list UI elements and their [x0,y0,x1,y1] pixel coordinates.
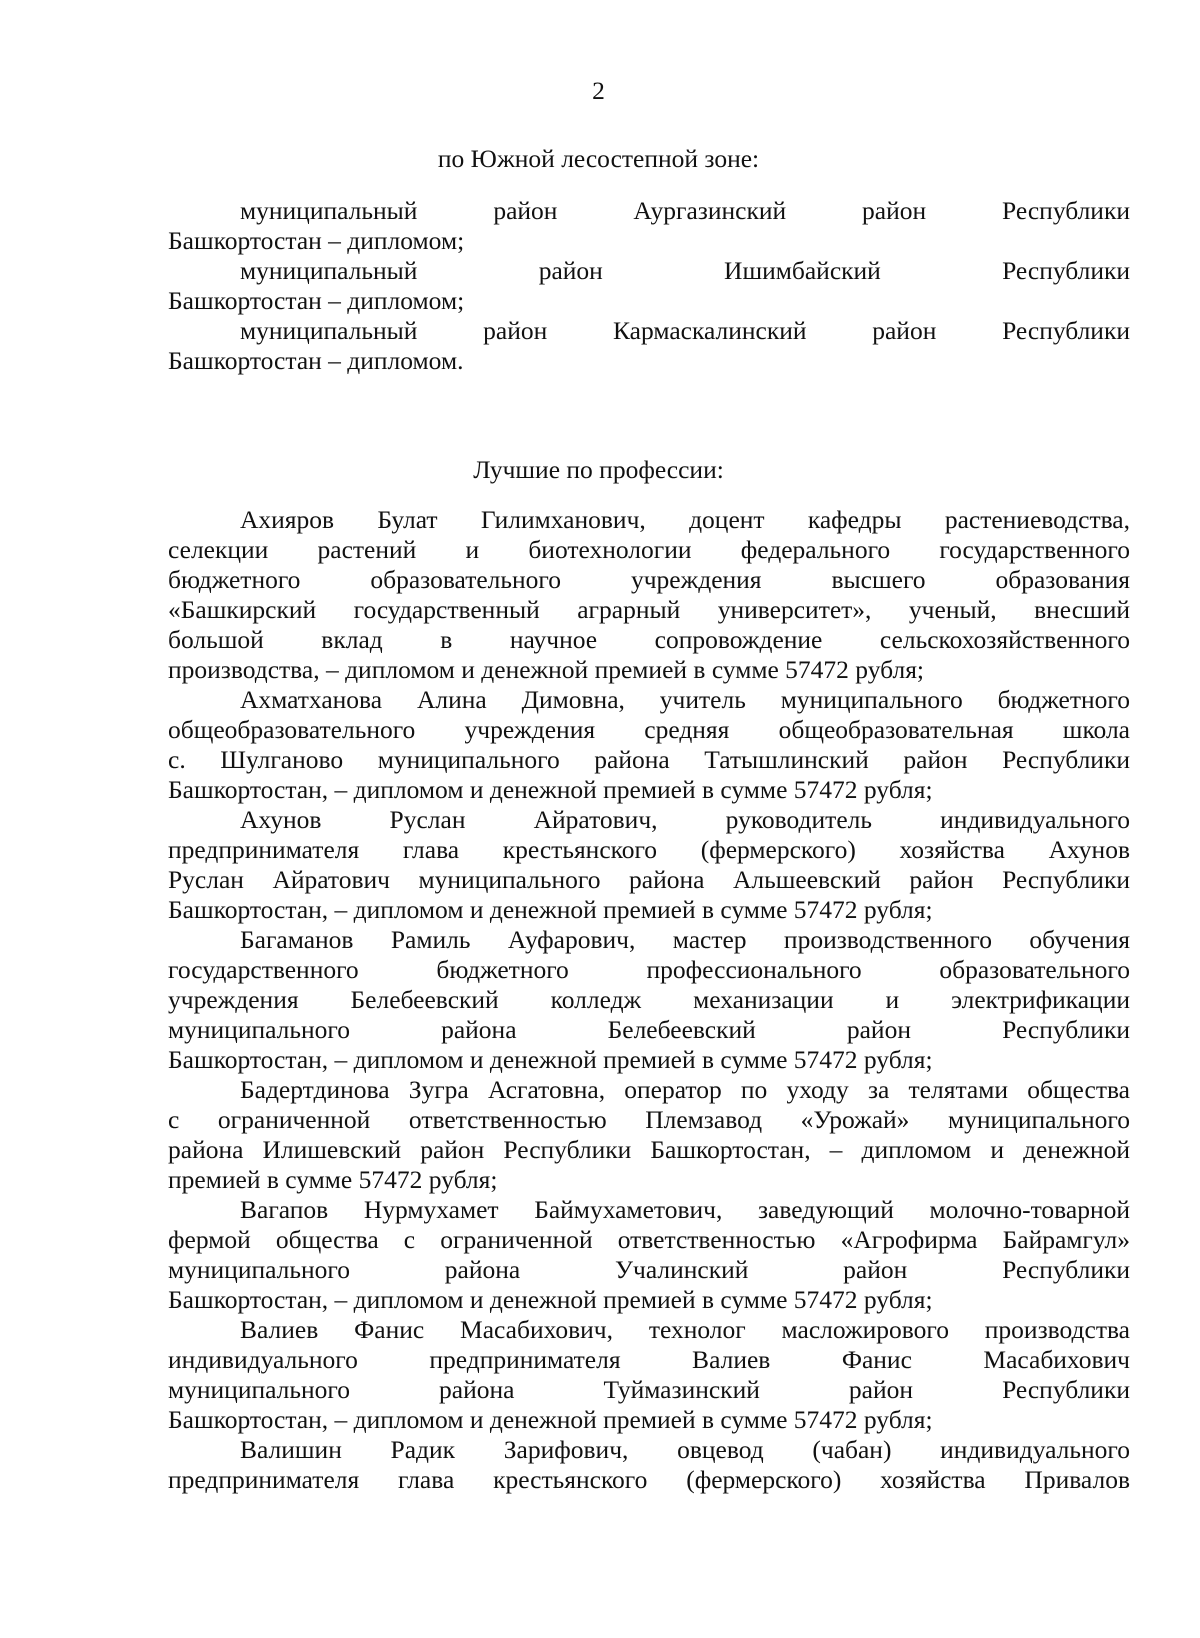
zone-line-2: Башкортостан – дипломом; [168,226,465,255]
paragraph-line: Ахунов Руслан Айратович, руководитель индивидуального [240,805,1130,834]
paragraph-line: «Башкирский государственный аграрный университет», ученый, внесший [168,595,1130,624]
paragraph-line: с ограниченной ответственностью Племзавод «Урожай» муниципального [168,1105,1130,1134]
zone-line-3: муниципальный район Ишимбайский Республики [240,256,1130,285]
zone-heading: по Южной лесостепной зоне: [437,144,760,173]
paragraph-line: общеобразовательного учреждения средняя общеобразовательная школа [168,715,1130,744]
paragraph-line: производства, – дипломом и денежной премией в сумме 57472 рубля; [168,655,925,684]
zone-line-4: Башкортостан – дипломом; [168,286,465,315]
paragraph-line: индивидуального предпринимателя Валиев Фанис Масабихович [168,1345,1130,1374]
paragraph-line: фермой общества с ограниченной ответственностью «Агрофирма Байрамгул» [168,1225,1130,1254]
zone-line-6: Башкортостан – дипломом. [168,346,464,375]
paragraph-line: Башкортостан, – дипломом и денежной премией в сумме 57472 рубля; [168,1285,933,1314]
paragraph-line: муниципального района Учалинский район Республики [168,1255,1130,1284]
paragraph-line: премией в сумме 57472 рубля; [168,1165,498,1194]
paragraph-line: Валишин Радик Зарифович, овцевод (чабан) индивидуального [240,1435,1130,1464]
paragraph-line: Руслан Айратович муниципального района Альшеевский район Республики [168,865,1130,894]
paragraph-line: Ахияров Булат Гилимханович, доцент кафедры растениеводства, [240,505,1130,534]
paragraph-line: Вагапов Нурмухамет Баймухаметович, заведующий молочно-товарной [240,1195,1130,1224]
paragraph-line: Багаманов Рамиль Ауфарович, мастер производственного обучения [240,925,1130,954]
paragraph-line: муниципального района Белебеевский район Республики [168,1015,1130,1044]
paragraph-line: Башкортостан, – дипломом и денежной премией в сумме 57472 рубля; [168,775,933,804]
paragraph-line: селекции растений и биотехнологии федерального государственного [168,535,1130,564]
paragraph-line: Бадертдинова Зугра Асгатовна, оператор по уходу за телятами общества [240,1075,1130,1104]
zone-line-1: муниципальный район Аургазинский район Республики [240,196,1130,225]
paragraph-line: государственного бюджетного профессионального образовательного [168,955,1130,984]
paragraph-line: района Илишевский район Республики Башкортостан, – дипломом и денежной [168,1135,1130,1164]
page-number: 2 [592,76,605,105]
paragraph-line: бюджетного образовательного учреждения высшего образования [168,565,1130,594]
paragraph-line: предпринимателя глава крестьянского (фермерского) хозяйства Привалов [168,1465,1130,1494]
profession-heading: Лучшие по профессии: [473,455,724,484]
paragraph-line: Башкортостан, – дипломом и денежной премией в сумме 57472 рубля; [168,1045,933,1074]
paragraph-line: учреждения Белебеевский колледж механизации и электрификации [168,985,1130,1014]
paragraph-line: муниципального района Туймазинский район Республики [168,1375,1130,1404]
paragraph-line: большой вклад в научное сопровождение сельскохозяйственного [168,625,1130,654]
paragraph-line: Башкортостан, – дипломом и денежной премией в сумме 57472 рубля; [168,1405,933,1434]
paragraph-line: Башкортостан, – дипломом и денежной премией в сумме 57472 рубля; [168,895,933,924]
paragraph-line: Валиев Фанис Масабихович, технолог масложирового производства [240,1315,1130,1344]
paragraph-line: Ахматханова Алина Димовна, учитель муниципального бюджетного [240,685,1130,714]
paragraph-line: с. Шулганово муниципального района Татышлинский район Республики [168,745,1130,774]
paragraph-line: предпринимателя глава крестьянского (фермерского) хозяйства Ахунов [168,835,1130,864]
zone-line-5: муниципальный район Кармаскалинский район Республики [240,316,1130,345]
